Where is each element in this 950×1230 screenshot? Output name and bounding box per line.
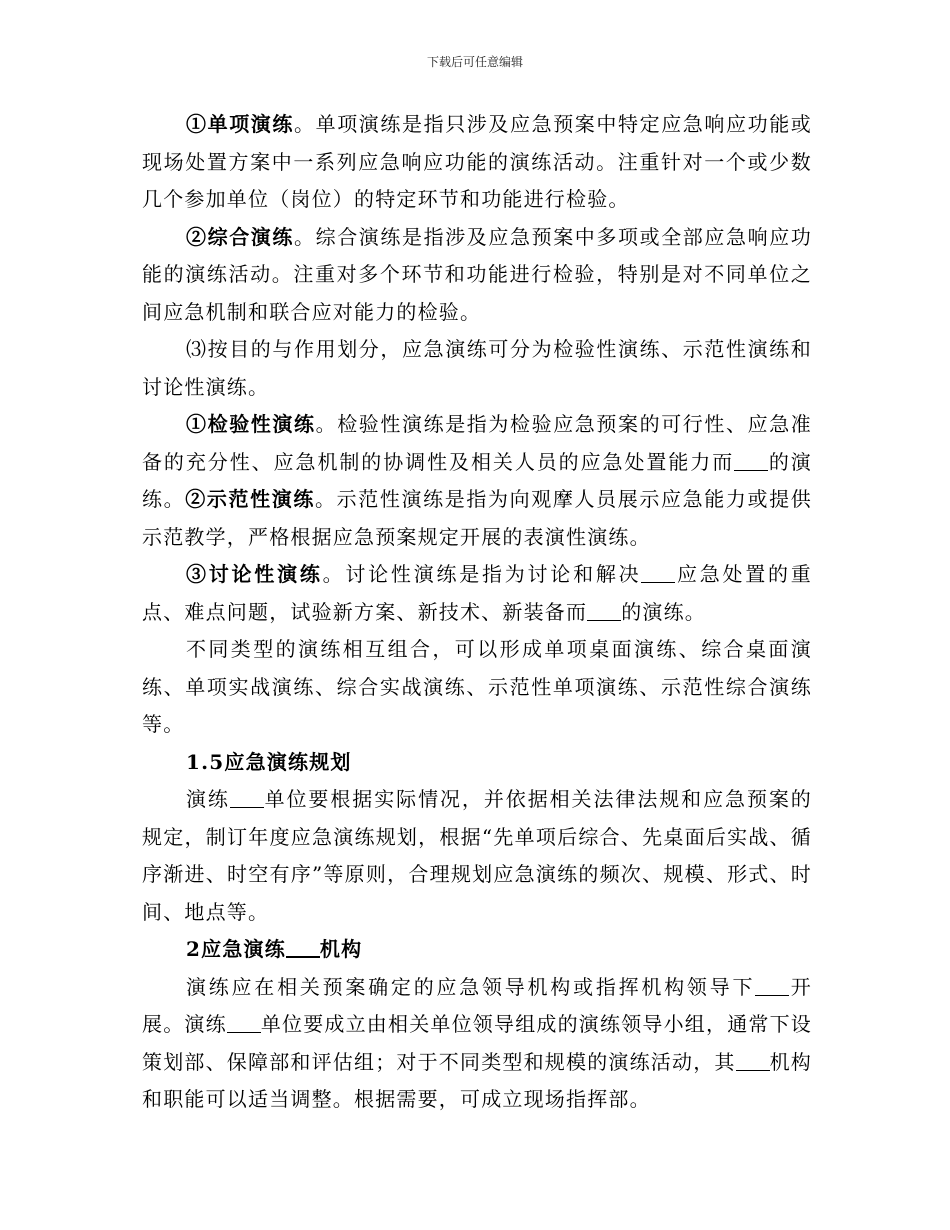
section-heading-organization: 2应急演练 机构 xyxy=(186,937,363,961)
blank-line xyxy=(286,936,320,958)
paragraph-discussion-drill: ③讨论性演练。讨论性演练是指为讨论和解决 应急处置的重点、难点问题，试验新方案、新技术、新装备而 的演练。 xyxy=(142,562,813,624)
blank-line xyxy=(734,450,768,471)
paragraph-purpose-classification: ⑶按目的与作用划分，应急演练可分为检验性演练、示范性演练和讨论性演练。 xyxy=(142,337,812,399)
blank-line xyxy=(230,787,264,808)
term-label: ①单项演练 xyxy=(186,112,294,136)
term-label: ①检验性演练 xyxy=(186,412,316,436)
blank-line xyxy=(641,562,675,583)
paragraph-comprehensive-drill: ②综合演练。综合演练是指涉及应急预案中多项或全部应急响应功能的演练活动。注重对多个环节和功能进行检验，特别是对不同单位之间应急机制和联合应对能力的检验。 xyxy=(142,224,812,324)
term-label: ②示范性演练 xyxy=(185,487,316,511)
term-label: ③讨论性演练 xyxy=(186,562,323,586)
blank-line xyxy=(736,1050,770,1071)
blank-line xyxy=(227,1012,261,1033)
paragraph-drill-combination: 不同类型的演练相互组合，可以形成单项桌面演练、综合桌面演练、单项实战演练、综合实战演练、示范性单项演练、示范性综合演练等。 xyxy=(142,637,812,736)
paragraph-organization: 演练应在相关预案确定的应急领导机构或指挥机构领导下 开展。演练 单位要成立由相关单位领导组成的演练领导小组，通常下设策划部、保障部和评估组；对于不同类型和规模的演练活动，其 机构和职能可以适当调整。根据需要，可成立现场指挥部。 xyxy=(142,974,813,1111)
blank-line xyxy=(587,600,621,621)
section-heading-planning: 1.5应急演练规划 xyxy=(186,749,352,774)
blank-line xyxy=(755,975,789,996)
paragraph-inspection-demo-drill: ①检验性演练。检验性演练是指为检验应急预案的可行性、应急准备的充分性、应急机制的协调性及相关人员的应急处置能力而 的演练。②示范性演练。示范性演练是指为向观摩人员展示应急能力或提供示范教学，严格根据应急预案规定开展的表演性演练。 xyxy=(142,412,813,549)
term-label: ②综合演练 xyxy=(186,224,294,249)
paragraph-single-drill: ①单项演练。单项演练是指只涉及应急预案中特定应急响应功能或现场处置方案中一系列应急响应功能的演练活动。注重针对一个或少数几个参加单位（岗位）的特定环节和功能进行检验。 xyxy=(142,112,812,211)
document-body xyxy=(142,106,812,1119)
page-header: 下载后可任意编辑 xyxy=(426,55,523,69)
paragraph-planning: 演练 单位要根据实际情况，并依据相关法律法规和应急预案的规定，制订年度应急演练规划，根据“先单项后综合、先桌面后实战、循序渐进、时空有序”等原则，合理规划应急演练的频次、规模、形式、时间、地点等。 xyxy=(142,787,813,924)
